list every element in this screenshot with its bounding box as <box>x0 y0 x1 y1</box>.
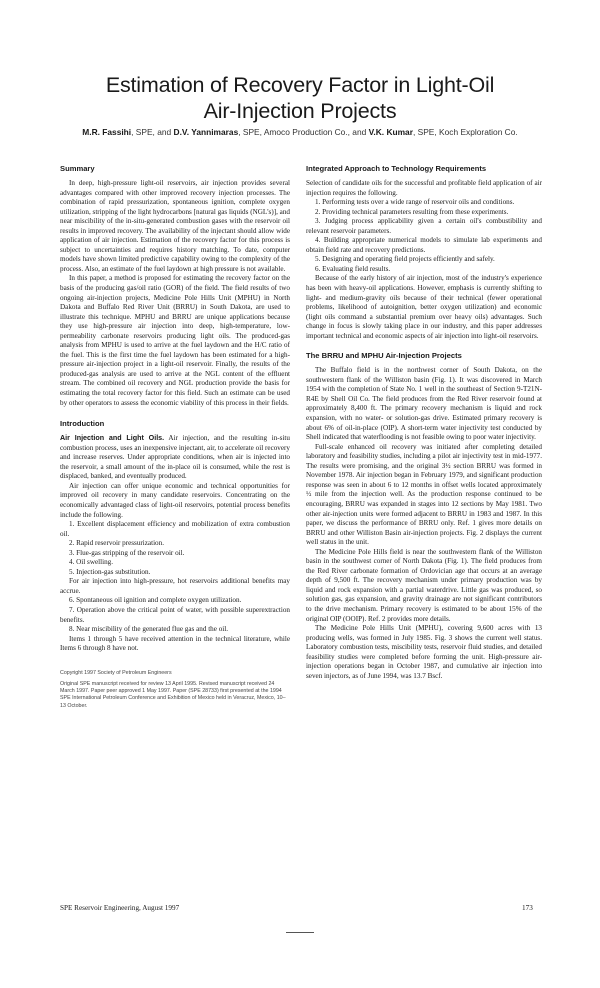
benefit-item: 3. Flue-gas stripping of the reservoir oil. <box>69 548 185 557</box>
benefit-item: 7. Operation above the critical point of water, with possible superextraction benefits. <box>60 605 290 624</box>
requirement-item: 2. Providing technical parameters resulting from these experiments. <box>315 207 509 216</box>
benefit-item: 2. Rapid reservoir pressurization. <box>69 539 164 548</box>
brru-mphu-heading: The BRRU and MPHU Air-Injection Projects <box>306 351 462 361</box>
paper-title <box>30 72 570 124</box>
requirement-item: 3. Judging process applicability given a certain oil's combustibility and relevant reservoir parameters. <box>306 217 542 235</box>
introduction-paragraph-2: Air injection can offer unique economic and technical opportunities for improved oil recovery in many candidate reservoirs. Concentrating on the economically advantaged class of light-oil reservoirs, potential process benefits include the following. <box>60 481 290 519</box>
copyright-line: Copyright 1997 Society of Petroleum Engineers <box>60 669 172 676</box>
author-2-affiliation: , SPE, Amoco Production Co., and <box>238 127 369 137</box>
benefit-item: 5. Injection-gas substitution. <box>69 567 151 576</box>
right-column <box>306 164 542 681</box>
page-number: 173 <box>522 904 533 912</box>
benefit-item: 4. Oil swelling. <box>69 558 114 567</box>
author-3-name: V.K. Kumar <box>368 127 413 137</box>
brru-paragraph-1: The Buffalo field is in the northwest corner of South Dakota, on the southwestern flank of the Williston basin (Fig. 1). It was discovered in March 1954 with the completion of State No. 1 well in the southeast of Section 9-T21N-R4E by Shell Oil Co. The field produces from the Red River reservoir found at approximately 8,400 ft. The primary recovery mechanism is liquid and rock expansion, with no water- or solution-gas drive. Estimated primary recovery is about 6% of oil-in-place (OIP). A short-term water injectivity test conducted by Shell indicated that waterflooding is not feasible owing to poor water injectivity. <box>306 366 542 442</box>
summary-paragraph-2: In this paper, a method is proposed for estimating the recovery factor on the basis of the producing gas/oil ratio (GOR) of the field. The field results of two ongoing air-injection projects, Medicine Pole Hills Unit (MPHU) in North Dakota and Buffalo Red River Unit (BRRU) in South Dakota, are used to illustrate this technique. MPHU and BRRU are unique applications because they use high-pressure air injection into deep, high-temperature, low-permeability carbonate reservoirs producing light oils. The produced-gas analysis from MPHU is used to arrive at the fuel laydown and the H/C ratio of the fuel. This is the first time the fuel laydown has been estimated for a high-pressure air-injection project in a light-oil reservoir. Finally, the results of the produced-gas analysis are used to arrive at the NGL content of the effluent stream. The combined oil recovery and NGL production provide the basis for estimating the total recovery factor for this field. Such an estimate can be used by other operators to assess the economic viability of this process in their fields. <box>60 274 290 407</box>
introduction-paragraph-1-text: Air injection, and the resulting in-situ combustion process, uses an inexpensive injectant, air, to accelerate oil recovery and increase reserves. Under appropriate conditions, when air is injected into the reservoir, a small amount of the in-place oil is consumed, while the rest is displaced, banked, and eventually produced. <box>60 434 290 481</box>
mphu-paragraph-1: The Medicine Pole Hills field is near the southwestern flank of the Williston basin in the southwest corner of North Dakota (Fig. 1). The field produces from the Red River carbonate formation of Ordovician age that occurs at an average depth of 9,500 ft. The recovery mechanism under primary production was by liquid and rock expansion with a partial waterdrive. Little gas was produced, so solution gas, gas expansion, and gravity drainage are not significant contributors to the drive mechanism. Primary recovery is estimated to be about 15% of the original OIP (OOIP). Ref. 2 provides more details. <box>306 547 542 623</box>
requirement-item: 5. Designing and operating field projects efficiently and safely. <box>315 255 495 264</box>
summary-heading: Summary <box>60 164 95 173</box>
author-1-name: M.R. Fassihi <box>82 127 132 137</box>
integrated-paragraph-1: Selection of candidate oils for the successful and profitable field application of air injection requires the following. <box>306 179 542 197</box>
brru-paragraph-2: Full-scale enhanced oil recovery was initiated after completing detailed laboratory and feasibility studies, including a pilot air injectivity test in mid-1977. The results were promising, and the original 3½ section BRRU was formed in November 1978. Air injection began in February 1979, and significant production response was seen in about 6 to 12 months in offset wells located approximately ½ mile from the injection well. As the production response continued to be encouraging, BRRU was expanded in stages into 12 sections by May 1981. Two other air-injection units were formed adjacent to BRRU in 1983 and 1987. In this paper, we discuss the performance of BRRU only. Ref. 1 gives more details on BRRU and other Williston Basin air-injection projects. Fig. 2 displays the current well status in the unit. <box>306 442 542 547</box>
author-2-name: D.V. Yannimaras <box>173 127 239 137</box>
left-column <box>60 164 290 710</box>
summary-paragraph-1: In deep, high-pressure light-oil reservoirs, air injection provides several advantages compared with other improved recovery injection processes. The combination of rapid pressurization, spontaneous ignition, complete oxygen utilization, stripping of the light hydrocarbons [natural gas liquids (NGL's)], and near miscibility of the in-situ-generated combustion gases with the reservoir oil results in improved recovery. The availability of the injectant should allow wide application of air injection. Estimation of the recovery factor for this process is subject to uncertainties and requires history matching. To date, computer models have shown limited predictive capability owing to the complexity of the process. Also, an estimate of the fuel laydown at high pressure is not available. <box>60 179 290 273</box>
air-injection-runin-heading: Air Injection and Light Oils. <box>60 434 165 443</box>
requirement-item: 6. Evaluating field results. <box>315 264 391 273</box>
benefit-item: 8. Near miscibility of the generated flue gas and the oil. <box>69 625 229 634</box>
benefit-item: For air injection into high-pressure, hot reservoirs additional benefits may accrue. <box>60 577 290 595</box>
title-line-1: Estimation of Recovery Factor in Light-Oil <box>105 73 495 97</box>
author-line <box>30 127 570 137</box>
author-1-affiliation: , SPE, and <box>131 127 174 137</box>
benefit-item: 1. Excellent displacement efficiency and mobilization of extra combustion oil. <box>60 520 290 538</box>
benefit-item: 6. Spontaneous oil ignition and complete oxygen utilization. <box>69 596 242 605</box>
requirement-item: 4. Building appropriate numerical models to simulate lab experiments and obtain field rate and recovery predictions. <box>306 236 542 254</box>
introduction-paragraph-1 <box>60 434 290 482</box>
integrated-heading: Integrated Approach to Technology Requirements <box>306 164 487 173</box>
introduction-heading: Introduction <box>60 419 105 429</box>
requirement-item: 1. Performing tests over a wide range of reservoir oils and conditions. <box>315 198 515 207</box>
author-3-affiliation: , SPE, Koch Exploration Co. <box>412 127 518 137</box>
title-line-2: Air-Injection Projects <box>203 99 397 123</box>
footer-divider <box>286 932 314 933</box>
journal-footer: SPE Reservoir Engineering, August 1997 <box>60 904 180 912</box>
mphu-paragraph-2: The Medicine Pole Hills Unit (MPHU), covering 9,600 acres with 13 producing wells, was formed in July 1985. Fig. 3 shows the current well status. Laboratory combustion tests, miscibility tests, reservoir fluid studies, and detailed feasibility studies were completed before forming the unit. High-pressure air-injection operations began in October 1987, and cumulative air injection into seven injectors, as of June 1994, was 13.7 Bscf. <box>306 624 542 680</box>
integrated-paragraph-2: Because of the early history of air injection, most of the industry's experience has been with heavy-oil applications. However, emphasis is currently shifting to light- and medium-gravity oils because of their technical (fewer operational problems, likelihood of autoignition, better oxygen utilization) and economic (light oils command a substantial premium over heavy oils) advantages. Such change in focus is slowly taking place in our industry, and this paper addresses important technical and economic aspects of air injection into light-oil reservoirs. <box>306 274 542 340</box>
manuscript-note: Original SPE manuscript received for review 13 April 1995. Revised manuscript received 24 March 1997. Paper peer approved 1 May 1997. Paper (SPE 28733) first presented at the 1994 SPE International Petroleum Conference and Exhibition of Mexico held in Veracruz, Mexico, 10–13 October. <box>60 680 286 709</box>
benefit-item: Items 1 through 5 have received attention in the technical literature, while Items 6 through 8 have not. <box>60 634 290 653</box>
